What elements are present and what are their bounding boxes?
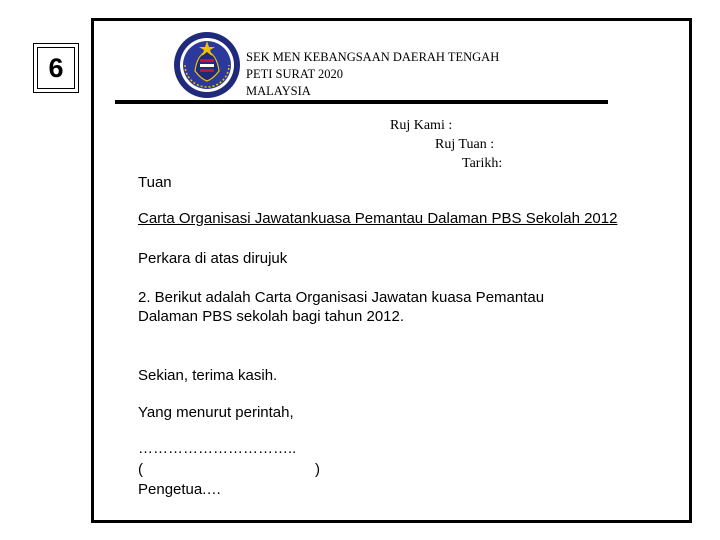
letterhead <box>246 49 499 100</box>
signatory-title: Pengetua.… <box>138 481 222 498</box>
letterhead-line-3: MALAYSIA <box>246 84 311 98</box>
signature-dots: ………………………….. <box>138 440 297 457</box>
slide-number: 6 <box>37 47 75 89</box>
letterhead-line-1: SEK MEN KEBANGSAAN DAERAH TENGAH <box>246 50 500 64</box>
subject-line: Carta Organisasi Jawatankuasa Pemantau Dalaman PBS Sekolah 2012 <box>138 210 618 227</box>
paragraph-1: Perkara di atas dirujuk <box>138 250 288 267</box>
ruj-tuan: Ruj Tuan : <box>435 137 495 152</box>
bracket-open: ( <box>138 461 143 478</box>
letterhead-divider <box>115 100 608 104</box>
paragraph-2-line-2: Dalaman PBS sekolah bagi tahun 2012. <box>138 308 405 325</box>
sign-off: Yang menurut perintah, <box>138 404 294 421</box>
letter-page <box>91 18 692 523</box>
letterhead-line-2: PETI SURAT 2020 <box>246 67 344 81</box>
tarikh: Tarikh: <box>462 156 503 171</box>
slide-number-box <box>33 43 79 93</box>
salutation: Tuan <box>138 174 172 191</box>
bracket-close: ) <box>315 461 320 478</box>
paragraph-2-line-1: 2. Berikut adalah Carta Organisasi Jawatan kuasa Pemantau <box>138 289 545 306</box>
ruj-kami: Ruj Kami : <box>390 118 453 133</box>
closing: Sekian, terima kasih. <box>138 367 278 384</box>
malaysia-coat-of-arms-icon <box>173 31 241 99</box>
